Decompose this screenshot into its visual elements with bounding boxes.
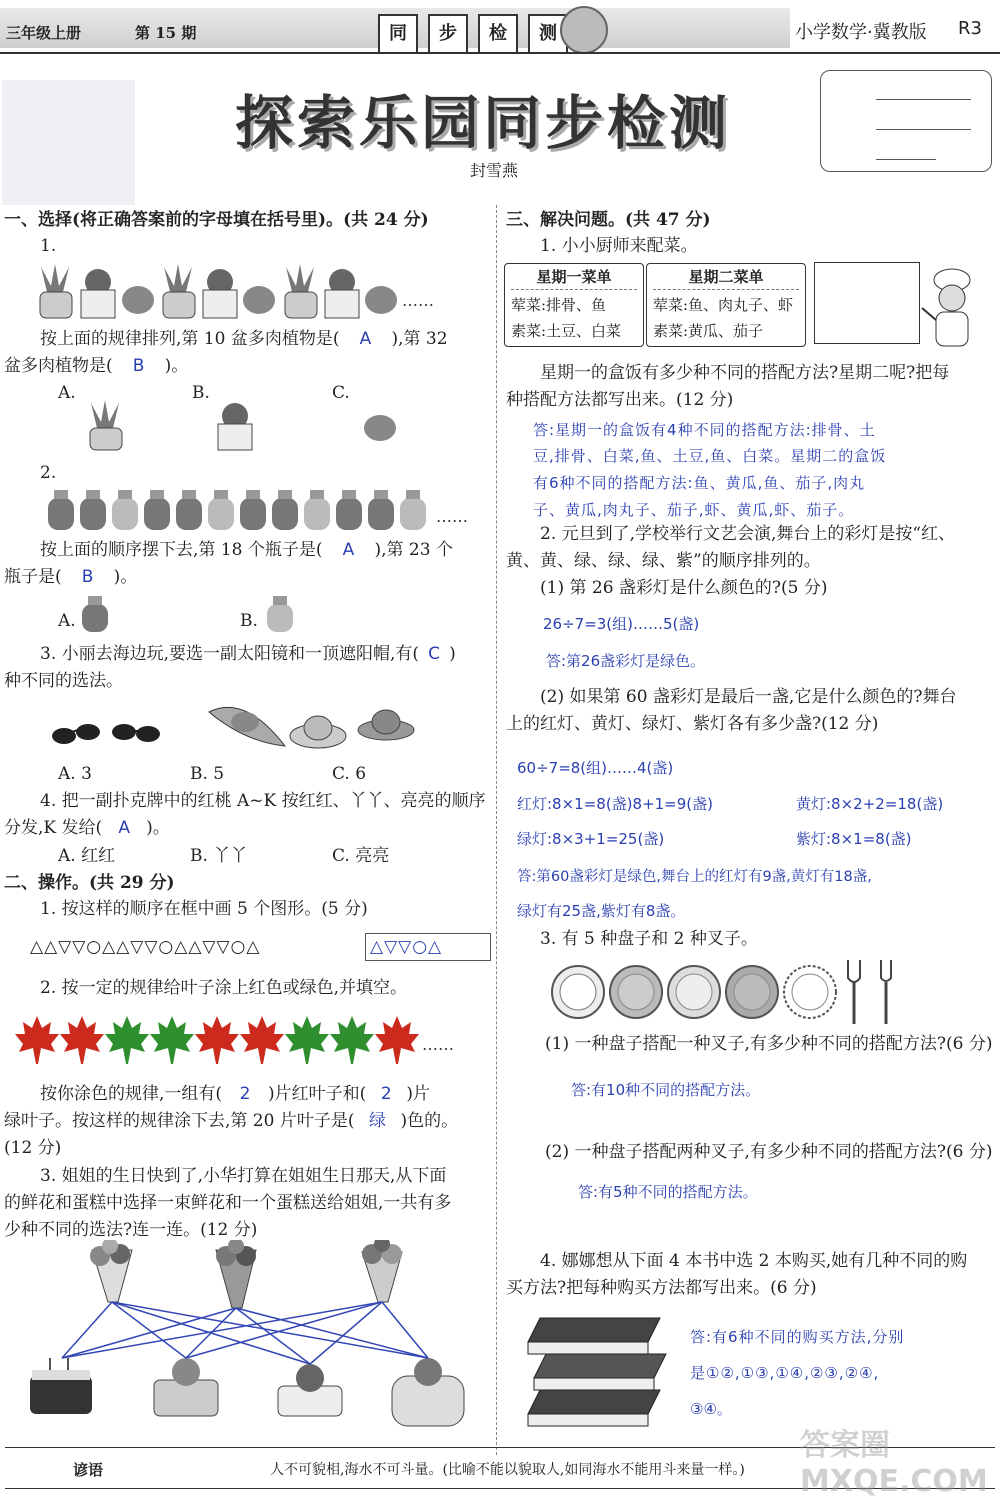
issue-label: 第 15 期 [135, 24, 197, 42]
op2-fill-line1 [40, 1081, 430, 1108]
bottle-dark [176, 490, 202, 530]
q1-text-line1 [40, 326, 448, 353]
plate-icon [784, 966, 836, 1018]
bottle-dark [48, 490, 74, 530]
q3-answer: C [428, 644, 441, 664]
menu-tuesday [646, 263, 806, 347]
sec3-heading: 三、解决问题。(共 47 分) [506, 210, 711, 230]
page-title: 探索乐园同步检测 [235, 89, 732, 157]
cake-1 [30, 1358, 92, 1414]
sq4-text2: 买方法?把每种购买方法都写出来。(6 分) [506, 1278, 817, 1298]
pot-round [122, 286, 154, 314]
sq1-answer-line1: 答:星期一的盒饭有4种不同的搭配方法:排骨、土 [533, 421, 876, 439]
footer-label: 谚语 [73, 1461, 104, 1479]
plate-icon [668, 966, 720, 1018]
watermark: 答案圈 MXQE.COM [800, 1428, 988, 1499]
bottle-dark [368, 490, 394, 530]
pot-crate [203, 269, 237, 318]
banner-char: 步 [428, 14, 468, 54]
maple-leaf-icon [60, 1016, 104, 1064]
fork-icon [881, 960, 891, 1024]
maple-leaf-icon [285, 1016, 329, 1064]
fork-icon [848, 960, 860, 1024]
sq4-text1: 4. 娜娜想从下面 4 本书中选 2 本购买,她有几种不同的购 [540, 1251, 968, 1271]
book-stack [520, 1308, 670, 1438]
column-divider [496, 205, 497, 1455]
pot-round [365, 286, 397, 314]
qr-placeholder [2, 80, 135, 205]
op2-fill-line2 [4, 1108, 458, 1135]
score-line [876, 129, 971, 130]
op2-fill-d: 绿叶子。按这样的规律涂下去,第 20 片叶子是( [4, 1111, 355, 1131]
op2-answer-color: 绿 [368, 1111, 386, 1131]
cake-2 [154, 1358, 218, 1416]
connection-line [112, 1302, 186, 1358]
pot-crate [81, 269, 115, 318]
sq3-text: 3. 有 5 种盘子和 2 种叉子。 [540, 929, 758, 949]
sq2-text2: 黄、黄、绿、绿、绿、紫”的顺序排列的。 [506, 551, 821, 571]
connection-line [62, 1302, 112, 1358]
q2-text-b: ),第 23 个 [374, 540, 453, 560]
q1-answer-b: B [132, 356, 145, 376]
sq2-part1-calc: 26÷7=3(组)……5(盏) [543, 615, 700, 633]
q1-text-c: 盆多肉植物是( [4, 356, 113, 376]
sq1-text1: 星期一的盒饭有多少种不同的搭配方法?星期二呢?把每 [540, 363, 950, 383]
bottle-dark [336, 490, 362, 530]
sq1-title: 1. 小小厨师来配菜。 [540, 236, 698, 256]
q2-text-d: )。 [113, 567, 138, 587]
score-box [820, 70, 992, 172]
sq1-text2: 种搭配方法都写出来。(12 分) [506, 390, 734, 410]
ellipsis: …… [422, 1035, 454, 1054]
maple-leaf-icon [150, 1016, 194, 1064]
sq2-text1: 2. 元旦到了,学校举行文艺会演,舞台上的彩灯是按“红、 [540, 524, 956, 544]
op2-text: 2. 按一定的规律给叶子涂上红色或绿色,并填空。 [40, 978, 408, 998]
banner-char: 检 [478, 14, 518, 54]
menu-monday [504, 263, 644, 347]
q1-text-b: ),第 32 [391, 329, 448, 349]
plate-icon [610, 966, 662, 1018]
q4-text-line2 [4, 815, 170, 842]
author: 封雪燕 [470, 161, 519, 180]
q4-opt-b: B. 丫丫 [190, 846, 248, 866]
sq4-answer-line1: 答:有6种不同的购买方法,分别 [690, 1328, 905, 1346]
op1-text: 1. 按这样的顺序在框中画 5 个图形。(5 分) [40, 899, 368, 919]
op3-line3: 少种不同的选法?连一连。(12 分) [4, 1220, 258, 1240]
mascot-icon [560, 6, 608, 54]
header-banner [378, 14, 568, 54]
sunglasses-icon [52, 724, 100, 744]
menu-monday-meat: 荤菜:排骨、鱼 [511, 296, 607, 314]
q3-opt-a: A. 3 [58, 764, 92, 784]
sec2-heading: 二、操作。(共 29 分) [4, 873, 175, 893]
grade-label: 三年级上册 [6, 24, 82, 42]
svg-text:……: …… [436, 507, 468, 526]
score-line [876, 99, 971, 100]
footer-proverb: 人不可貌相,海水不可斗量。(比喻不能以貌取人,如同海水不能用斗来量一样。) [270, 1462, 745, 1478]
q2-text-line1 [40, 537, 453, 564]
q1-num: 1. [40, 236, 57, 256]
flower-cake-matching [20, 1240, 490, 1440]
q4-opt-c: C. 亮亮 [332, 846, 390, 866]
sq4-answer-line3: ③④。 [690, 1400, 732, 1418]
sec1-heading: 一、选择(将正确答案前的字母填在括号里)。(共 24 分) [4, 210, 429, 230]
q3-opt-c: C. 6 [332, 764, 367, 784]
op3-line1: 3. 姐姐的生日快到了,小华打算在姐姐生日那天,从下面 [40, 1166, 447, 1186]
menu-tuesday-title: 星期二菜单 [653, 266, 799, 290]
sq2-part1-answer: 答:第26盏彩灯是绿色。 [546, 652, 706, 670]
sunglasses-icon [112, 724, 160, 742]
q3-opt-b: B. 5 [190, 764, 225, 784]
q3-text-line1 [40, 641, 456, 668]
sq1-answer-line4: 子、黄瓜,肉丸子、茄子,虾、黄瓜,虾、茄子。 [533, 501, 855, 519]
pot-tall [163, 264, 195, 318]
q1-opt-a-image [85, 398, 125, 452]
leaf-row [15, 1014, 485, 1066]
q4-answer: A [118, 818, 130, 838]
bottle-dark [80, 490, 106, 530]
maple-leaf-icon [195, 1016, 239, 1064]
sq2-red-calc: 红灯:8×1=8(盏)8+1=9(盏) [517, 795, 713, 813]
pot-round [243, 286, 275, 314]
q2-opt-a: A. [58, 611, 76, 631]
q2-opt-b-image [265, 594, 295, 634]
maple-leaf-icon [240, 1016, 284, 1064]
sunglasses-hats [50, 698, 420, 756]
op2-answer-red: 2 [239, 1084, 251, 1104]
sun-hat-icon [290, 716, 346, 748]
sun-hat-icon [358, 710, 414, 740]
banner-char: 同 [378, 14, 418, 54]
maple-leaf-icon [330, 1016, 374, 1064]
pot-tall [40, 264, 72, 318]
menu-monday-title: 星期一菜单 [511, 266, 637, 290]
q2-text-a: 按上面的顺序摆下去,第 18 个瓶子是( [40, 540, 323, 560]
sq3-part1-answer: 答:有10种不同的搭配方法。 [571, 1081, 761, 1099]
bottle-dark [272, 490, 298, 530]
op2-fill-a: 按你涂色的规律,一组有( [40, 1084, 223, 1104]
pot-crate [325, 269, 359, 318]
header-rule [0, 52, 1000, 54]
q2-num: 2. [40, 463, 57, 483]
q4-opt-a: A. 红红 [58, 846, 116, 866]
succulent-sequence [30, 262, 470, 322]
q3-text-a: 3. 小丽去海边玩,要选一副太阳镜和一顶遮阳帽,有( [40, 644, 420, 664]
menu-monday-veg: 素菜:土豆、白菜 [511, 322, 622, 340]
q3-text-line2: 种不同的选法。 [4, 671, 123, 691]
sun-hat-icon [209, 707, 285, 746]
menu-tuesday-veg: 素菜:黄瓜、茄子 [653, 322, 764, 340]
sq2-answer-line2: 绿灯有25盏,紫灯有8盏。 [517, 902, 686, 920]
cake-4 [392, 1358, 464, 1426]
cake-3 [278, 1364, 342, 1416]
q1-opt-b: B. [192, 383, 210, 403]
q2-text-line2 [4, 564, 137, 591]
sq2-purple-calc: 紫灯:8×1=8(盏) [796, 830, 912, 848]
svg-text:……: …… [402, 291, 434, 310]
bottle-light [400, 490, 426, 530]
q3-text-b: ) [449, 644, 456, 664]
q1-text-d: )。 [164, 356, 189, 376]
subject-label: 小学数学·冀教版 [795, 22, 927, 43]
q1-opt-b-image [215, 398, 255, 452]
bottle-dark [240, 490, 266, 530]
maple-leaf-icon [375, 1016, 419, 1064]
shape-sequence: △△▽▽○△△▽▽○△△▽▽○△ [30, 937, 261, 957]
connection-line [310, 1302, 382, 1364]
sq3-part2-answer: 答:有5种不同的搭配方法。 [578, 1183, 758, 1201]
sq2-part2-line2: 上的红灯、黄灯、绿灯、紫灯各有多少盏?(12 分) [506, 714, 879, 734]
bottle-sequence [44, 488, 484, 532]
bottle-light [208, 490, 234, 530]
sq3-part2: (2) 一种盘子搭配两种叉子,有多少种不同的搭配方法?(6 分) [545, 1142, 993, 1162]
op2-fill-e: )色的。 [400, 1111, 459, 1131]
q1-answer-a: A [359, 329, 372, 349]
bouquet-2 [216, 1240, 256, 1308]
q1-opt-a: A. [58, 383, 76, 403]
maple-leaf-icon [15, 1016, 59, 1064]
bouquet-1 [90, 1240, 132, 1302]
sq3-part1: (1) 一种盘子搭配一种叉子,有多少种不同的搭配方法?(6 分) [545, 1034, 993, 1054]
sq4-answer-line2: 是①②,①③,①④,②③,②④, [690, 1364, 880, 1382]
q4-text-b: 分发,K 发给( [4, 818, 103, 838]
bottle-dark [144, 490, 170, 530]
speech-bubble [814, 262, 920, 344]
page-label: R3 [958, 18, 982, 39]
q2-opt-b: B. [240, 611, 258, 631]
pot-tall [285, 264, 317, 318]
op3-line2: 的鲜花和蛋糕中选择一束鲜花和一个蛋糕送给姐姐,一共有多 [4, 1193, 452, 1213]
op2-score: (12 分) [4, 1138, 62, 1158]
banner-char: 测 [528, 14, 568, 54]
book-icon [528, 1318, 660, 1354]
op2-answer-green: 2 [380, 1084, 392, 1104]
connection-line [382, 1302, 428, 1358]
sq2-part2-line1: (2) 如果第 60 盏彩灯是最后一盏,它是什么颜色的?舞台 [540, 687, 957, 707]
bouquet-3 [362, 1240, 402, 1302]
sq2-green-calc: 绿灯:8×3+1=25(盏) [517, 830, 665, 848]
chef-icon [920, 268, 985, 350]
shape-answer-box: △▽▽○△ [365, 933, 491, 961]
q2-answer-a: A [342, 540, 355, 560]
q1-text-a: 按上面的规律排列,第 10 盆多肉植物是( [40, 329, 340, 349]
q1-opt-c: C. [332, 383, 350, 403]
connection-line [62, 1302, 382, 1358]
q4-text-line1: 4. 把一副扑克牌中的红桃 A~K 按红红、丫丫、亮亮的顺序 [40, 791, 486, 811]
plate-icon [552, 966, 604, 1018]
q1-text-line2 [4, 353, 188, 380]
q2-answer-b: B [81, 567, 94, 587]
bottle-light [112, 490, 138, 530]
book-icon [534, 1354, 666, 1390]
score-line [876, 159, 936, 160]
q1-opt-c-image [362, 410, 398, 442]
op2-fill-c: )片 [406, 1084, 430, 1104]
plate-icon [726, 966, 778, 1018]
sq1-answer-line3: 有6种不同的搭配方法:鱼、黄瓜,鱼、茄子,肉丸 [533, 474, 866, 492]
sq2-part2-calc: 60÷7=8(组)……4(盏) [517, 759, 674, 777]
sq2-yellow-calc: 黄灯:8×2+2=18(盏) [796, 795, 944, 813]
sq2-part1: (1) 第 26 盏彩灯是什么颜色的?(5 分) [540, 578, 828, 598]
sq1-answer-line2: 豆,排骨、白菜,鱼、土豆,鱼、白菜。星期二的盒饭 [533, 447, 887, 465]
q2-text-c: 瓶子是( [4, 567, 62, 587]
bottle-light [304, 490, 330, 530]
sq2-answer-line1: 答:第60盏彩灯是绿色,舞台上的红灯有9盏,黄灯有18盏, [517, 869, 872, 885]
op2-fill-b: )片红叶子和( [268, 1084, 367, 1104]
q2-opt-a-image [80, 594, 110, 634]
book-icon [528, 1390, 660, 1426]
maple-leaf-icon [105, 1016, 149, 1064]
connection-line [186, 1302, 382, 1358]
menu-tuesday-meat: 荤菜:鱼、肉丸子、虾 [653, 296, 794, 314]
plates-forks [550, 958, 900, 1026]
q4-text-c: )。 [146, 818, 170, 838]
